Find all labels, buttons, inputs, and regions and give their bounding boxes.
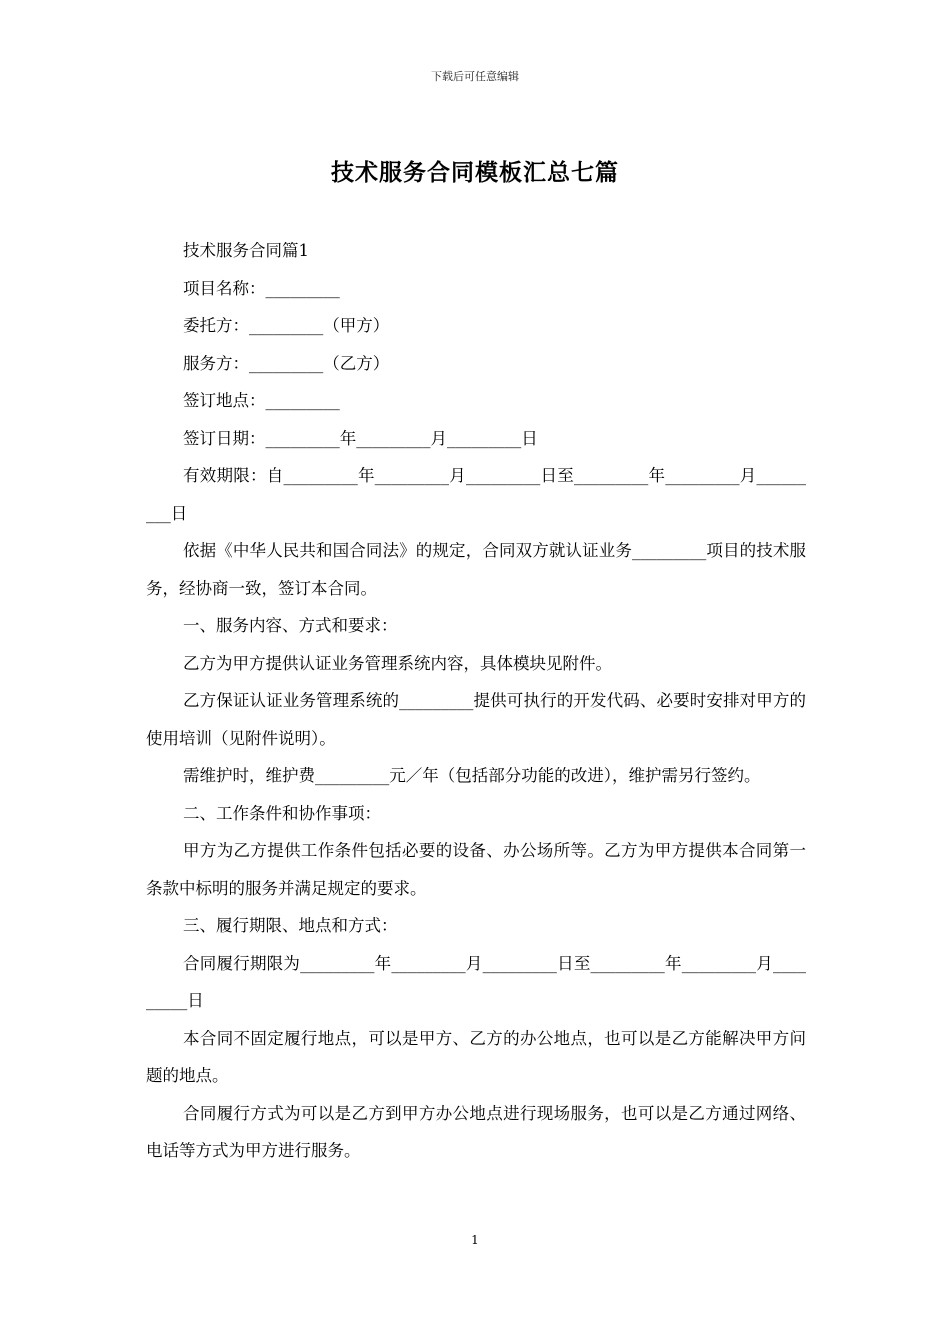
paragraph: 甲方为乙方提供工作条件包括必要的设备、办公场所等。乙方为甲方提供本合同第一条款中标明的服务并满足规定的要求。 bbox=[146, 841, 806, 898]
document-body bbox=[146, 232, 806, 1170]
field-validity-period: 有效期限：自_________年_________月_________日至_________年_________月_________日 bbox=[146, 466, 806, 523]
paragraph: 合同履行期限为_________年_________月_________日至_________年_________月_________日 bbox=[146, 953, 806, 1010]
clause-heading: 三、履行期限、地点和方式： bbox=[183, 916, 398, 935]
field-signing-date: 签订日期：_________年_________月_________日 bbox=[183, 428, 538, 448]
clause-heading: 二、工作条件和协作事项： bbox=[183, 803, 381, 823]
clause-heading: 一、服务内容、方式和要求： bbox=[183, 616, 398, 635]
field-client: 委托方：_________（甲方） bbox=[183, 316, 390, 335]
paragraph: 本合同不固定履行地点，可以是甲方、乙方的办公地点，也可以是乙方能解决甲方问题的地点。 bbox=[146, 1028, 806, 1085]
paragraph: 需维护时，维护费_________元／年（包括部分功能的改进），维护需另行签约。 bbox=[183, 766, 761, 785]
field-signing-place: 签订地点：_________ bbox=[183, 391, 340, 410]
field-project-name: 项目名称：_________ bbox=[183, 278, 340, 298]
page-header: 下载后可任意编辑 bbox=[431, 70, 519, 83]
section-heading: 技术服务合同篇1 bbox=[183, 241, 309, 260]
paragraph: 乙方为甲方提供认证业务管理系统内容，具体模块见附件。 bbox=[183, 653, 612, 673]
document-title: 技术服务合同模板汇总七篇 bbox=[331, 159, 619, 186]
paragraph: 合同履行方式为可以是乙方到甲方办公地点进行现场服务，也可以是乙方通过网络、电话等方式为甲方进行服务。 bbox=[146, 1103, 806, 1160]
paragraph: 乙方保证认证业务管理系统的_________提供可执行的开发代码、必要时安排对甲方的使用培训（见附件说明）。 bbox=[146, 691, 806, 748]
field-provider: 服务方：_________（乙方） bbox=[183, 353, 390, 373]
page-number: 1 bbox=[471, 1233, 479, 1247]
paragraph: 依据《中华人民共和国合同法》的规定，合同双方就认证业务_________项目的技术服务，经协商一致，签订本合同。 bbox=[146, 541, 806, 598]
